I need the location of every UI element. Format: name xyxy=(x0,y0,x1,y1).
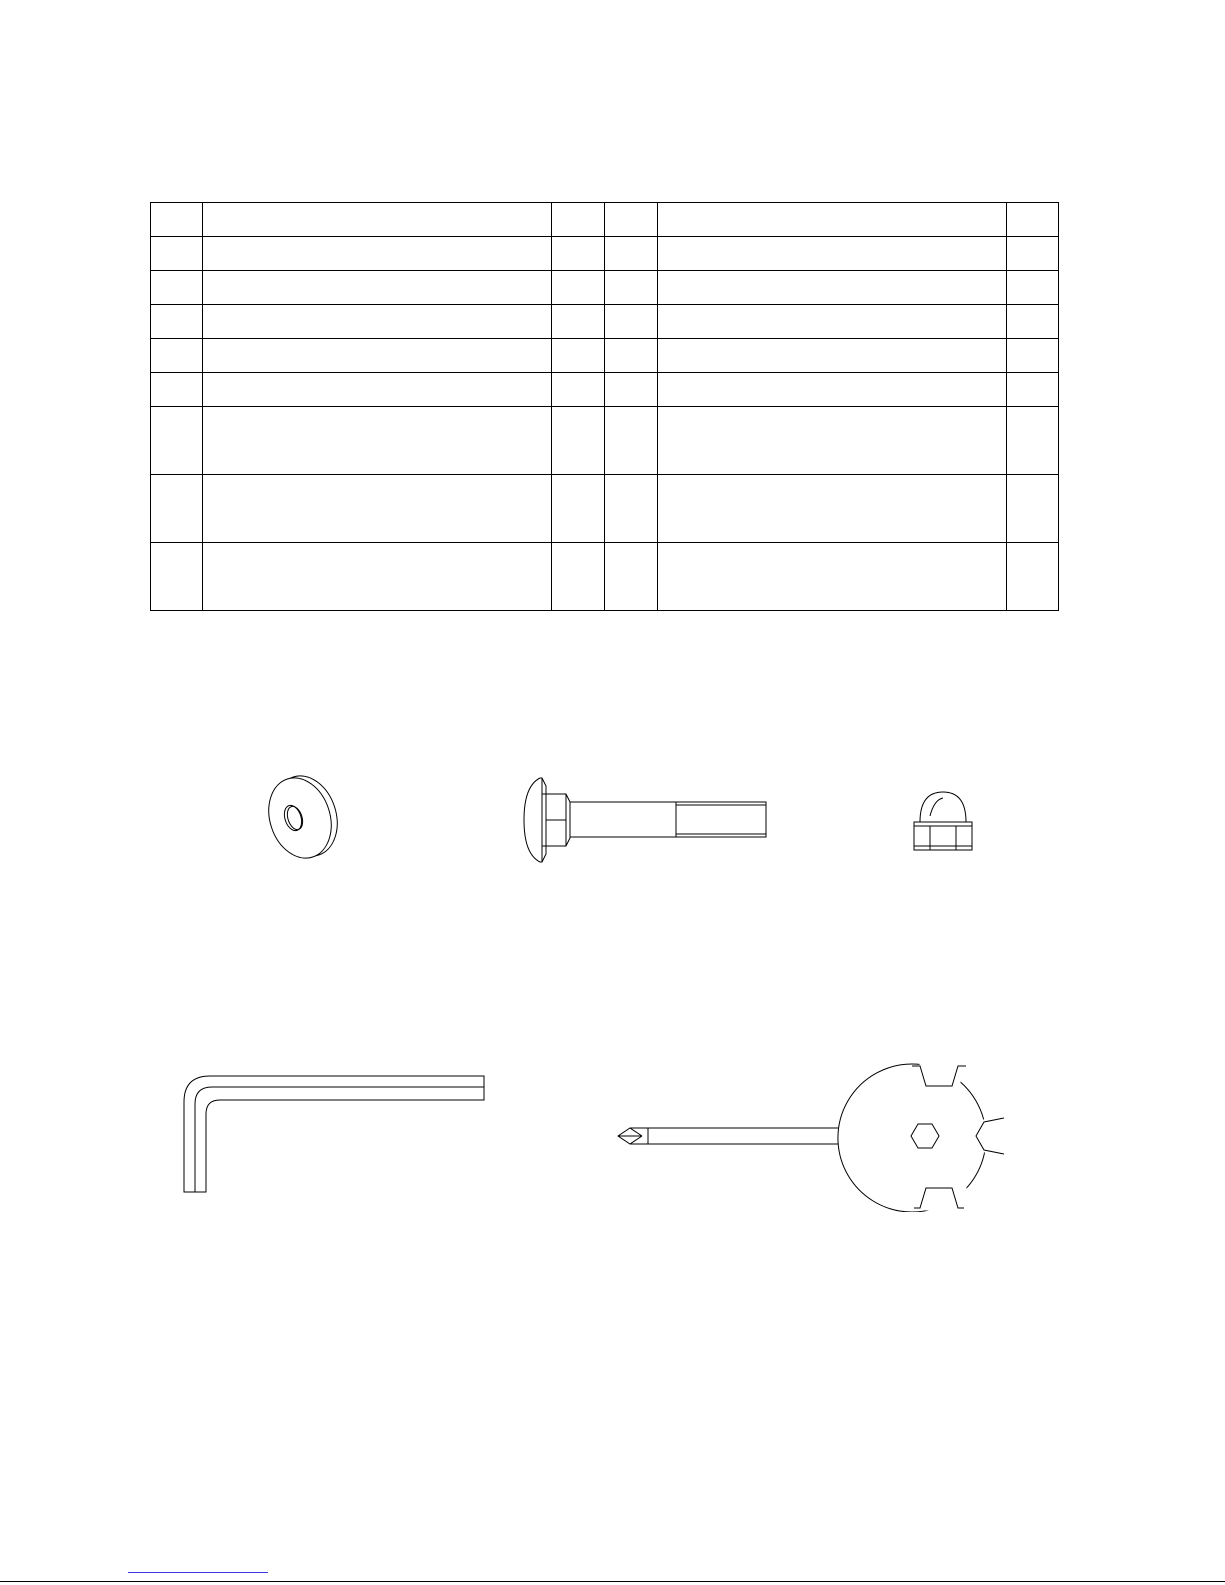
table-cell-no2 xyxy=(605,237,658,271)
footer-rule xyxy=(0,1581,1225,1582)
table-cell-no1 xyxy=(151,475,203,543)
table-cell-qty1 xyxy=(552,339,605,373)
table-cell-qty1 xyxy=(552,373,605,407)
table-cell-no1 xyxy=(151,271,203,305)
table-row xyxy=(151,305,1059,339)
table-cell-no1 xyxy=(151,203,203,237)
acorn-nut-icon xyxy=(908,786,978,856)
table-cell-name2 xyxy=(658,271,1007,305)
table-cell-name1 xyxy=(203,339,552,373)
table-cell-name1 xyxy=(203,407,552,475)
table-cell-name2 xyxy=(658,339,1007,373)
table-cell-name2 xyxy=(658,305,1007,339)
table-row xyxy=(151,373,1059,407)
table-row xyxy=(151,237,1059,271)
table-row xyxy=(151,203,1059,237)
table-cell-qty1 xyxy=(552,543,605,611)
table-cell-qty2 xyxy=(1007,407,1059,475)
table-cell-qty1 xyxy=(552,271,605,305)
table-cell-no2 xyxy=(605,339,658,373)
table-cell-no1 xyxy=(151,237,203,271)
table-cell-no1 xyxy=(151,407,203,475)
table-cell-name1 xyxy=(203,305,552,339)
table-cell-no2 xyxy=(605,373,658,407)
table-cell-qty2 xyxy=(1007,373,1059,407)
table-cell-name1 xyxy=(203,203,552,237)
table-cell-name1 xyxy=(203,543,552,611)
table-cell-qty1 xyxy=(552,475,605,543)
table-cell-no1 xyxy=(151,305,203,339)
table-cell-name2 xyxy=(658,475,1007,543)
table-cell-qty2 xyxy=(1007,305,1059,339)
table-cell-name1 xyxy=(203,237,552,271)
table-cell-name1 xyxy=(203,373,552,407)
table-row xyxy=(151,339,1059,373)
table-cell-qty1 xyxy=(552,305,605,339)
parts-table xyxy=(150,202,1059,611)
table-cell-no1 xyxy=(151,373,203,407)
table-cell-qty2 xyxy=(1007,475,1059,543)
table-row xyxy=(151,271,1059,305)
allen-key-icon xyxy=(180,1072,490,1198)
table-cell-name2 xyxy=(658,407,1007,475)
footer-link-underline[interactable] xyxy=(128,1572,268,1573)
table-cell-name1 xyxy=(203,271,552,305)
table-cell-no2 xyxy=(605,305,658,339)
table-cell-name1 xyxy=(203,475,552,543)
washer-icon xyxy=(262,768,348,864)
table-cell-qty2 xyxy=(1007,203,1059,237)
table-cell-no2 xyxy=(605,407,658,475)
table-cell-qty2 xyxy=(1007,271,1059,305)
table-row xyxy=(151,543,1059,611)
table-cell-qty2 xyxy=(1007,543,1059,611)
table-cell-no2 xyxy=(605,271,658,305)
table-cell-no2 xyxy=(605,543,658,611)
table-cell-name2 xyxy=(658,373,1007,407)
table-cell-qty1 xyxy=(552,203,605,237)
carriage-bolt-icon xyxy=(522,776,772,866)
table-cell-name2 xyxy=(658,543,1007,611)
multi-wrench-screwdriver-icon xyxy=(612,1060,1012,1212)
table-cell-name2 xyxy=(658,203,1007,237)
table-cell-no1 xyxy=(151,543,203,611)
table-cell-name2 xyxy=(658,237,1007,271)
table-cell-no2 xyxy=(605,203,658,237)
table-row xyxy=(151,407,1059,475)
table-cell-qty2 xyxy=(1007,339,1059,373)
table-cell-qty1 xyxy=(552,407,605,475)
table-cell-no1 xyxy=(151,339,203,373)
table-cell-no2 xyxy=(605,475,658,543)
table-cell-qty2 xyxy=(1007,237,1059,271)
table-cell-qty1 xyxy=(552,237,605,271)
table-row xyxy=(151,475,1059,543)
